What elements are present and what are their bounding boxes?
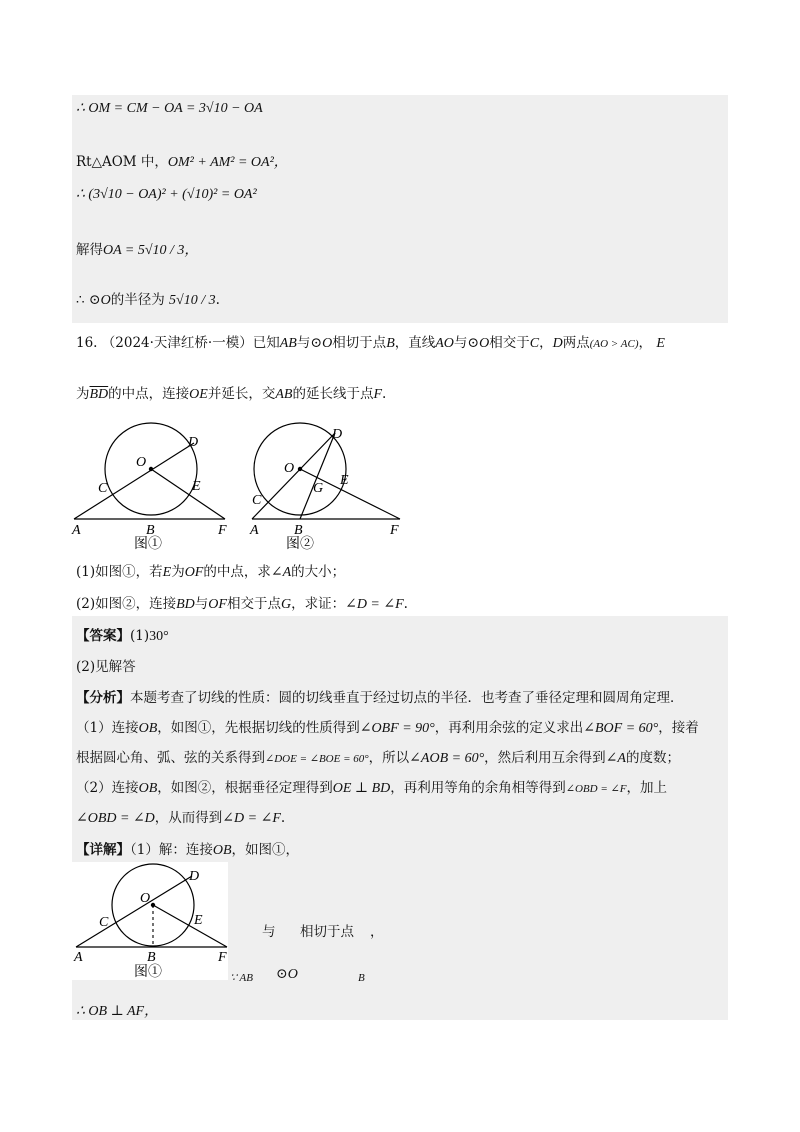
fig3-label-D: D xyxy=(189,869,200,884)
detail-side-text-2: 相切于点 xyxy=(300,924,354,940)
detail-line-1: 【详解】（1）解：连接OB，如图①， xyxy=(76,842,300,858)
fig2-label-O: O xyxy=(284,461,295,476)
fig3-label-F: F xyxy=(218,950,227,965)
fig1-label-O: O xyxy=(136,455,147,470)
fig2-label-C: C xyxy=(252,493,262,508)
fig1-label-A: A xyxy=(72,523,81,538)
solution-line-3: ∴ (3√10 − OA)² + (√10)² = OA² xyxy=(76,187,257,202)
fig1-label-C: C xyxy=(98,481,108,496)
analysis-intro: 【分析】本题考查了切线的性质：圆的切线垂直于经过切点的半径．也考查了垂径定理和圆周角定理． xyxy=(76,690,684,706)
problem-stem-line-2: 为$\overline{BD}$的中点，连接OE并延长，交AB的延长线于点F. xyxy=(76,386,387,402)
analysis-line-2: 根据圆心角、弧、弦的关系得到∠DOE = ∠BOE = 60°，所以∠AOB = 60°，然后利用互余得到∠A的度数； xyxy=(76,750,680,766)
detail-because-ab: ∵ AB xyxy=(230,972,253,984)
figure-3-diagram xyxy=(72,862,228,980)
fig1-label-F: F xyxy=(218,523,227,538)
analysis-line-3: （2）连接OB，如图②，根据垂径定理得到OE ⊥ BD，再利用等角的余角相等得到∠OBD = ∠F，加上 xyxy=(76,780,667,796)
fig2-label-A: A xyxy=(250,523,259,538)
fig1-caption: 图① xyxy=(134,537,162,550)
fig2-caption: 图② xyxy=(286,537,314,550)
fig3-label-A: A xyxy=(74,950,83,965)
fig3-label-O: O xyxy=(140,891,151,906)
answer-line-1: 【答案】(1)30° xyxy=(76,628,169,644)
fig1-label-D: D xyxy=(188,435,199,450)
analysis-line-4: ∠OBD = ∠D，从而得到∠D = ∠F. xyxy=(76,810,286,826)
fig3-caption: 图① xyxy=(134,965,162,980)
analysis-line-1: （1）连接OB，如图①，先根据切线的性质得到∠OBF = 90°，再利用余弦的定义求出∠BOF = 60°，接着 xyxy=(76,720,699,736)
detail-side-text-3: ， xyxy=(370,924,384,940)
fig3-label-C: C xyxy=(99,915,109,930)
fig1-label-E: E xyxy=(192,479,201,494)
detail-side-text: 与 xyxy=(262,924,276,940)
problem-stem-line-1: 16. （2024·天津红桥·一模）已知AB与⊙O相切于点B，直线AO与⊙O相交于C，D两点(AO > AC)， E xyxy=(76,335,665,351)
fig3-label-B: B xyxy=(147,950,156,965)
detail-point-b: B xyxy=(358,972,365,984)
solution-line-1: ∴ OM = CM − OA = 3√10 − OA xyxy=(76,101,263,116)
fig2-label-F: F xyxy=(390,523,399,538)
figure-1-diagram xyxy=(70,420,235,550)
solution-line-2: Rt△AOM 中，OM² + AM² = OA²， xyxy=(76,154,288,170)
fig2-label-E: E xyxy=(340,473,349,488)
fig1-label-B: B xyxy=(146,523,155,538)
question-1: (1)如图①，若E为OF的中点，求∠A的大小； xyxy=(76,564,346,580)
question-2: (2)如图②，连接BD与OF相交于点G，求证：∠D = ∠F. xyxy=(76,596,408,612)
figure-2-diagram xyxy=(248,420,408,550)
fig3-label-E: E xyxy=(194,913,203,928)
fig2-label-B: B xyxy=(294,523,303,538)
detail-conclusion: ∴ OB ⊥ AF， xyxy=(76,1004,159,1019)
fig2-label-G: G xyxy=(313,481,324,496)
solution-line-4: 解得OA = 5√10 / 3， xyxy=(76,242,199,258)
detail-circle-o: ⊙O xyxy=(276,967,298,982)
solution-line-5: ∴ ⊙O的半径为 5√10 / 3. xyxy=(76,292,220,308)
answer-line-2: (2)见解答 xyxy=(76,659,136,675)
fig2-label-D: D xyxy=(332,427,343,442)
